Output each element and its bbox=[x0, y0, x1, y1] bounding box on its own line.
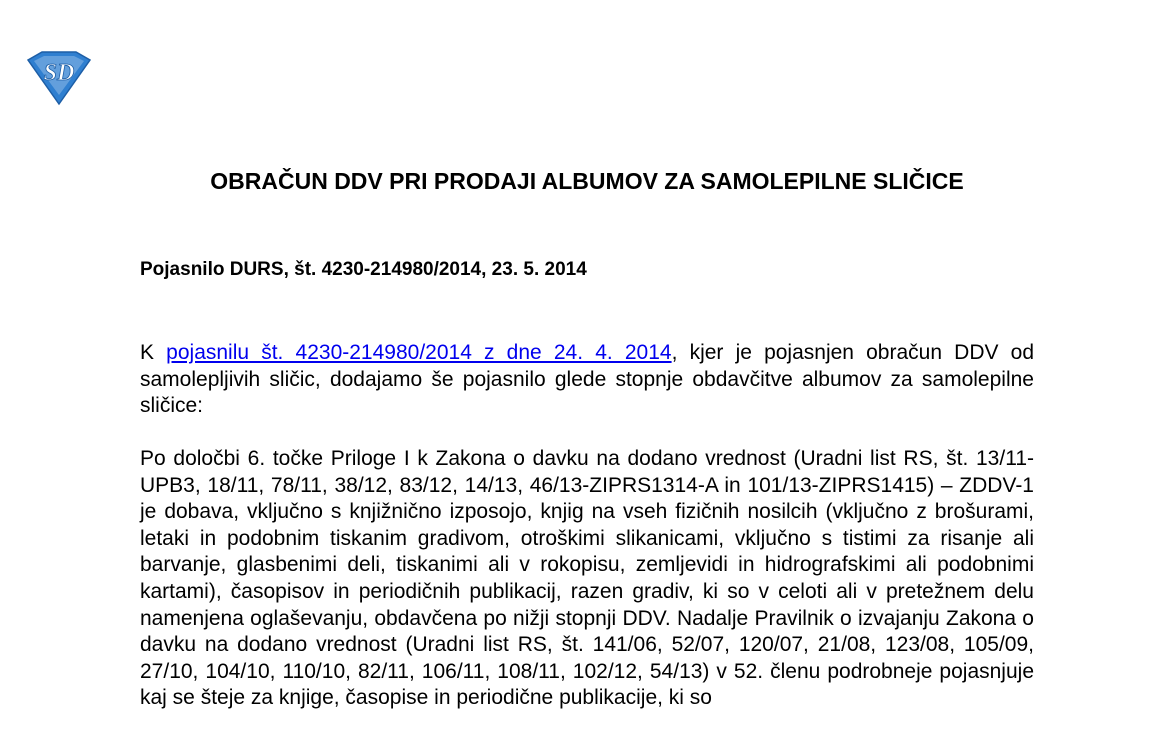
paragraph-intro-suffix: , kjer je pojasnjen obračun DDV od samolepljivih sličic, dodajamo še pojasnilo glede stopnje obdavčitve albumov za samolepilne sličice: bbox=[140, 341, 1035, 418]
paragraph-legal-basis: Po določbi 6. točke Priloge I k Zakona o davku na dodano vrednost (Uradni list RS, št. 13/11-UPB3, 18/11, 78/11, 38/12, 83/12, 14/13, 46/13-ZIPRS1314-A in 101/13-ZIPRS1415) – ZDDV-1 je dobava, vključno s knjižnično izposojo, knjig na vseh fizičnih nosilcih (vključno z brošurami, letaki in podobnim tiskanim gradivom, otroškimi slikanicami, vključno s tistimi za risanje ali barvanje, glasbenimi deli, tiskanimi ali v rokopisu, zemljevidi in hidrografskimi ali podobnimi kartami), časopisov in periodičnih publikacij, razen gradiv, ki so v celoti ali v pretežnem delu namenjena oglaševanju, obdavčena po nižji stopnji DDV. Nadalje Pravilnik o izvajanju Zakona o davku na dodano vrednost (Uradni list RS, št. 141/06, 52/07, 120/07, 21/08, 123/08, 105/09, 27/10, 104/10, 110/10, 82/11, 106/11, 108/11, 102/12, 54/13) v 52. členu podrobneje pojasnjuje kaj se šteje za knjige, časopise in periodične publikacije, ki so bbox=[140, 447, 1034, 710]
reference-link[interactable]: pojasnilu št. 4230-214980/2014 z dne 24. 4. 2014 bbox=[166, 341, 672, 364]
sd-logo-icon bbox=[22, 50, 96, 106]
document-title: OBRAČUN DDV PRI PRODAJI ALBUMOV ZA SAMOLEPILNE SLIČICE bbox=[210, 168, 964, 194]
sd-logo-text: SD bbox=[43, 60, 75, 86]
paragraph-intro-prefix: K bbox=[140, 341, 167, 364]
paragraph-intro bbox=[140, 340, 1034, 420]
document-subtitle: Pojasnilo DURS, št. 4230-214980/2014, 23. 5. 2014 bbox=[140, 259, 587, 280]
